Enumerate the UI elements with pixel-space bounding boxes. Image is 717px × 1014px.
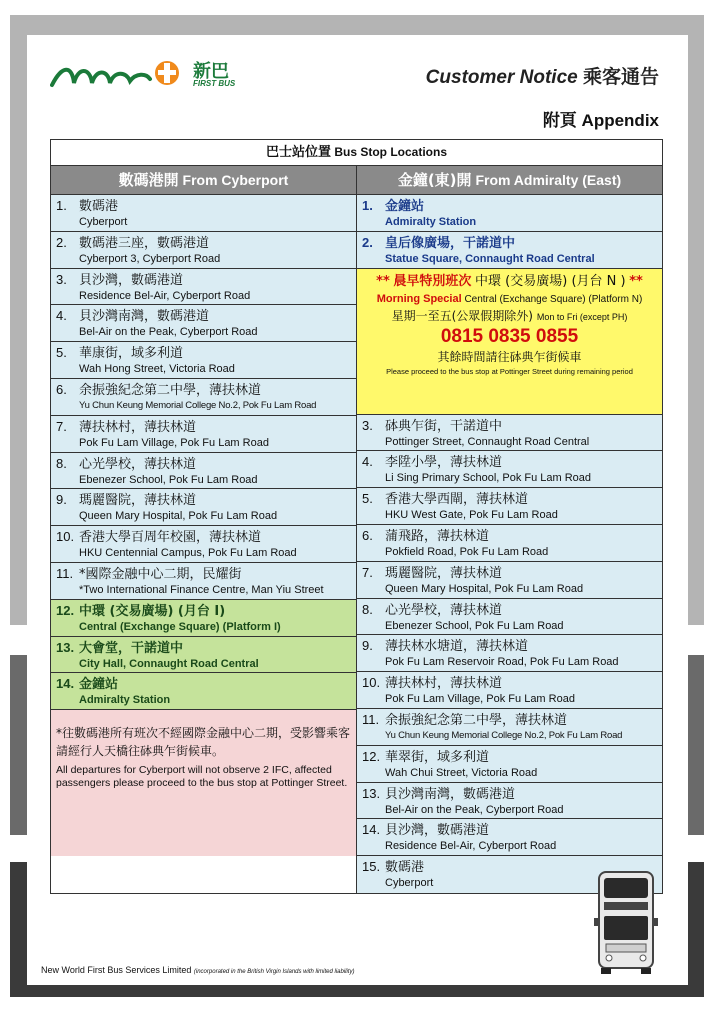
stop-name-en: Admiralty Station [79, 694, 171, 707]
stop-number: 11. [56, 565, 74, 581]
stop-name-cn: 貝沙灣，數碼港道 [385, 823, 490, 839]
table-row [357, 746, 662, 783]
logo-english-text: FIRST BUS [193, 79, 236, 88]
column-header-admiralty [357, 166, 662, 194]
table-row [51, 637, 356, 674]
stop-name-en: City Hall, Connaught Road Central [79, 657, 259, 670]
stop-number: 7. [56, 418, 67, 434]
stop-number: 13. [56, 639, 75, 655]
table-row [51, 673, 356, 710]
stop-number: 1. [362, 198, 373, 213]
table-row [51, 453, 356, 490]
stop-name-cn: 華翠街，域多利道 [385, 749, 490, 765]
stop-number: 14. [362, 822, 381, 838]
stop-name-en: Li Sing Primary School, Pok Fu Lam Road [385, 472, 592, 485]
stop-name-cn: 砵典乍街，干諾道中 [385, 418, 503, 434]
stop-number: 5. [56, 345, 67, 361]
stop-name-en: Wah Hong Street, Victoria Road [79, 363, 235, 376]
special-rest-en: Please proceed to the bus stop at Pottinger Street during remaining period [386, 366, 633, 376]
table-row [51, 305, 356, 342]
special-stars: ** [376, 273, 390, 289]
stop-name-cn: 余振強紀念第二中學，薄扶林道 [79, 382, 262, 398]
column-from-admiralty [357, 195, 662, 893]
table-row [51, 563, 356, 600]
stop-name-cn: 貝沙灣南灣，數碼港道 [385, 786, 516, 802]
appendix-label [543, 106, 659, 131]
table-row [357, 488, 662, 525]
table-row [51, 379, 356, 416]
stop-number: 4. [362, 454, 373, 470]
stop-number: 2. [56, 234, 67, 250]
stop-name-en: Cyberport [385, 877, 434, 890]
stop-name-cn: 貝沙灣，數碼港道 [79, 272, 184, 288]
stop-number: 4. [56, 308, 67, 324]
frame-left-bottom-bar [10, 862, 27, 997]
stop-name-cn: 數碼港 [385, 860, 425, 876]
table-row [51, 526, 356, 563]
stop-name-cn: 薄扶林村，薄扶林道 [385, 676, 503, 692]
stop-name-en: *Two International Finance Centre, Man Yiu Street [79, 583, 324, 596]
stop-name-cn: 薄扶林村，薄扶林道 [79, 419, 197, 435]
special-platform-en: (Platform N) [588, 293, 643, 305]
stop-number: 8. [362, 601, 373, 617]
caption-chinese: 巴士站位置 [265, 145, 331, 160]
table-row [357, 195, 662, 232]
stop-number: 2. [362, 234, 373, 250]
table-row [357, 451, 662, 488]
stop-name-en: Bel-Air on the Peak, Cyberport Road [385, 803, 564, 816]
stop-name-en: Residence Bel-Air, Cyberport Road [79, 289, 251, 302]
stop-name-en: Queen Mary Hospital, Pok Fu Lam Road [79, 510, 278, 523]
frame-top-bar [10, 15, 704, 35]
table-caption [51, 140, 662, 166]
stop-number: 12. [362, 748, 381, 764]
stop-name-cn: 數碼港 [79, 199, 119, 214]
stop-name-en: Ebenezer School, Pok Fu Lam Road [385, 619, 564, 632]
table-row [357, 635, 662, 672]
stop-name-cn: 大會堂，干諾道中 [79, 640, 184, 656]
stop-name-cn: *國際金融中心二期，民耀街 [79, 566, 242, 582]
stop-name-en: Ebenezer School, Pok Fu Lam Road [79, 473, 258, 486]
title-english: Customer Notice [425, 67, 578, 88]
stop-name-cn: 瑪麗醫院，薄扶林道 [79, 493, 197, 509]
stop-name-cn: 香港大學西閘，薄扶林道 [385, 492, 529, 508]
special-stars: ** [629, 273, 643, 289]
page-title [426, 62, 659, 89]
stop-number: 11. [362, 711, 380, 727]
special-departure-times: 0815 0835 0855 [440, 325, 579, 347]
special-days-en: Mon to Fri (except PH) [536, 311, 628, 322]
stop-name-en: Yu Chun Keung Memorial College No.2, Pok Fu Lam Road [385, 729, 623, 741]
special-place-en: Central (Exchange Square) [464, 293, 586, 305]
stop-name-en: Residence Bel-Air, Cyberport Road [385, 840, 557, 853]
special-rest-cn: 其餘時間請往砵典乍街候車 [437, 349, 582, 364]
table-row [357, 415, 662, 452]
bus-stop-table [50, 139, 663, 894]
stop-number: 13. [362, 785, 381, 801]
stop-number: 3. [56, 271, 67, 287]
special-title-en-line [357, 291, 662, 308]
stop-name-cn: 貝沙灣南灣，數碼港道 [79, 309, 210, 325]
stop-name-cn: 金鐘站 [79, 677, 119, 693]
table-row [357, 232, 662, 269]
caption-english: Bus Stop Locations [334, 145, 448, 159]
appendix-chinese: 附頁 [542, 111, 577, 131]
table-row [357, 672, 662, 709]
stop-name-en: Statue Square, Connaught Road Central [385, 252, 595, 265]
stop-number: 10. [56, 529, 75, 545]
special-days-cn: 星期一至五(公眾假期除外) [391, 308, 533, 323]
cyberport-ifc-note [51, 710, 356, 856]
stop-name-cn: 數碼港三座，數碼港道 [79, 235, 210, 251]
stop-number: 10. [362, 675, 381, 691]
stop-name-en: HKU West Gate, Pok Fu Lam Road [385, 509, 558, 522]
table-row [357, 783, 662, 820]
special-title-cn-line [357, 272, 662, 291]
special-place-cn: 中環 (交易廣場) (月台 N ) [475, 273, 626, 289]
stop-number: 1. [56, 198, 67, 213]
frame-right-bar [688, 15, 704, 625]
stop-number: 6. [56, 381, 67, 397]
stop-name-en: Admiralty Station [385, 216, 477, 228]
frame-right-mid-bar [688, 655, 704, 835]
table-row [357, 525, 662, 562]
table-row [51, 232, 356, 269]
frame-bottom-bar [10, 985, 704, 997]
table-row [51, 416, 356, 453]
stop-name-cn: 余振強紀念第二中學，薄扶林道 [385, 712, 568, 728]
frame-left-bar [10, 15, 27, 625]
stop-name-en: Pok Fu Lam Village, Pok Fu Lam Road [79, 436, 269, 449]
column-header-admiralty-en: From Admiralty (East) [475, 172, 622, 188]
stop-name-cn: 蒲飛路，薄扶林道 [385, 528, 490, 544]
stop-number: 12. [56, 602, 75, 618]
note-english: All departures for Cyberport will not observe 2 IFC, affected passengers please proceed to the bus stop at Pottinger Street. [56, 764, 348, 790]
stop-name-cn: 金鐘站 [385, 199, 425, 214]
column-header-cyberport-en: From Cyberport [182, 172, 289, 188]
table-row [357, 562, 662, 599]
note-chinese: *往數碼港所有班次不經國際金融中心二期，受影響乘客請經行人天橋往砵典乍街候車。 [56, 726, 351, 759]
footer-company: New World First Bus Services Limited [41, 965, 192, 975]
frame-right-bottom-bar [688, 862, 704, 997]
stop-name-en: HKU Centennial Campus, Pok Fu Lam Road [79, 547, 297, 560]
special-days-line [357, 308, 662, 326]
special-title-cn: 晨早特別班次 [393, 273, 472, 289]
special-title-en: Morning Special [376, 292, 462, 305]
stop-name-en: Pok Fu Lam Village, Pok Fu Lam Road [385, 693, 575, 706]
stop-number: 9. [362, 638, 373, 654]
table-row [51, 489, 356, 526]
stop-name-cn: 皇后像廣場，干諾道中 [385, 235, 516, 251]
table-column-headers [51, 166, 662, 195]
stop-number: 14. [56, 676, 75, 692]
logo-chinese-text: 新巴 [193, 61, 229, 82]
stop-name-en: Pokfield Road, Pok Fu Lam Road [385, 545, 549, 558]
stop-name-en: Pottinger Street, Connaught Road Central [385, 435, 590, 448]
stop-number: 15. [362, 859, 381, 875]
stop-name-cn: 香港大學百周年校園，薄扶林道 [79, 530, 262, 546]
frame-left-mid-bar [10, 655, 27, 835]
stop-number: 5. [362, 491, 373, 507]
stop-name-en: Cyberport 3, Cyberport Road [79, 252, 221, 265]
stop-name-cn: 薄扶林水塘道，薄扶林道 [385, 639, 529, 655]
table-row [357, 599, 662, 636]
stop-name-en: Wah Chui Street, Victoria Road [385, 766, 538, 779]
stop-name-en: Central (Exchange Square) (Platform I) [79, 620, 281, 633]
table-row [51, 195, 356, 232]
stop-name-en: Cyberport [79, 216, 128, 228]
stop-name-en: Queen Mary Hospital, Pok Fu Lam Road [385, 582, 584, 595]
appendix-english: Appendix [581, 111, 659, 130]
table-row [51, 269, 356, 306]
stop-name-cn: 瑪麗醫院，薄扶林道 [385, 565, 503, 581]
stop-name-cn: 心光學校，薄扶林道 [79, 456, 197, 472]
column-from-cyberport [51, 195, 357, 893]
stop-name-cn: 華康街，域多利道 [79, 346, 184, 362]
footer [41, 965, 355, 975]
table-row [357, 709, 662, 746]
stop-name-cn: 中環 (交易廣場) (月台 I) [79, 603, 226, 619]
stop-name-en: Yu Chun Keung Memorial College No.2, Pok Fu Lam Road [79, 399, 317, 411]
column-header-cyberport-cn: 數碼港開 [118, 171, 179, 189]
morning-special-box [357, 269, 662, 415]
stop-number: 9. [56, 492, 67, 508]
column-header-admiralty-cn: 金鐘(東)開 [397, 171, 472, 189]
footer-note: (incorporated in the British Virgin Islands with limited liability) [193, 969, 355, 975]
title-chinese: 乘客通告 [582, 66, 659, 88]
table-row [51, 600, 356, 637]
table-row [51, 342, 356, 379]
stop-name-en: Pok Fu Lam Reservoir Road, Pok Fu Lam Road [385, 656, 619, 669]
stop-number: 7. [362, 564, 373, 580]
stop-name-en: Bel-Air on the Peak, Cyberport Road [79, 326, 258, 339]
stop-name-cn: 李陞小學，薄扶林道 [385, 455, 503, 471]
double-decker-bus-icon [593, 868, 659, 976]
stop-number: 8. [56, 455, 67, 471]
stop-number: 3. [362, 417, 373, 433]
stop-name-cn: 心光學校，薄扶林道 [385, 602, 503, 618]
column-header-cyberport [51, 166, 357, 194]
table-row [357, 819, 662, 856]
table-body [51, 195, 662, 893]
stop-number: 6. [362, 527, 373, 543]
